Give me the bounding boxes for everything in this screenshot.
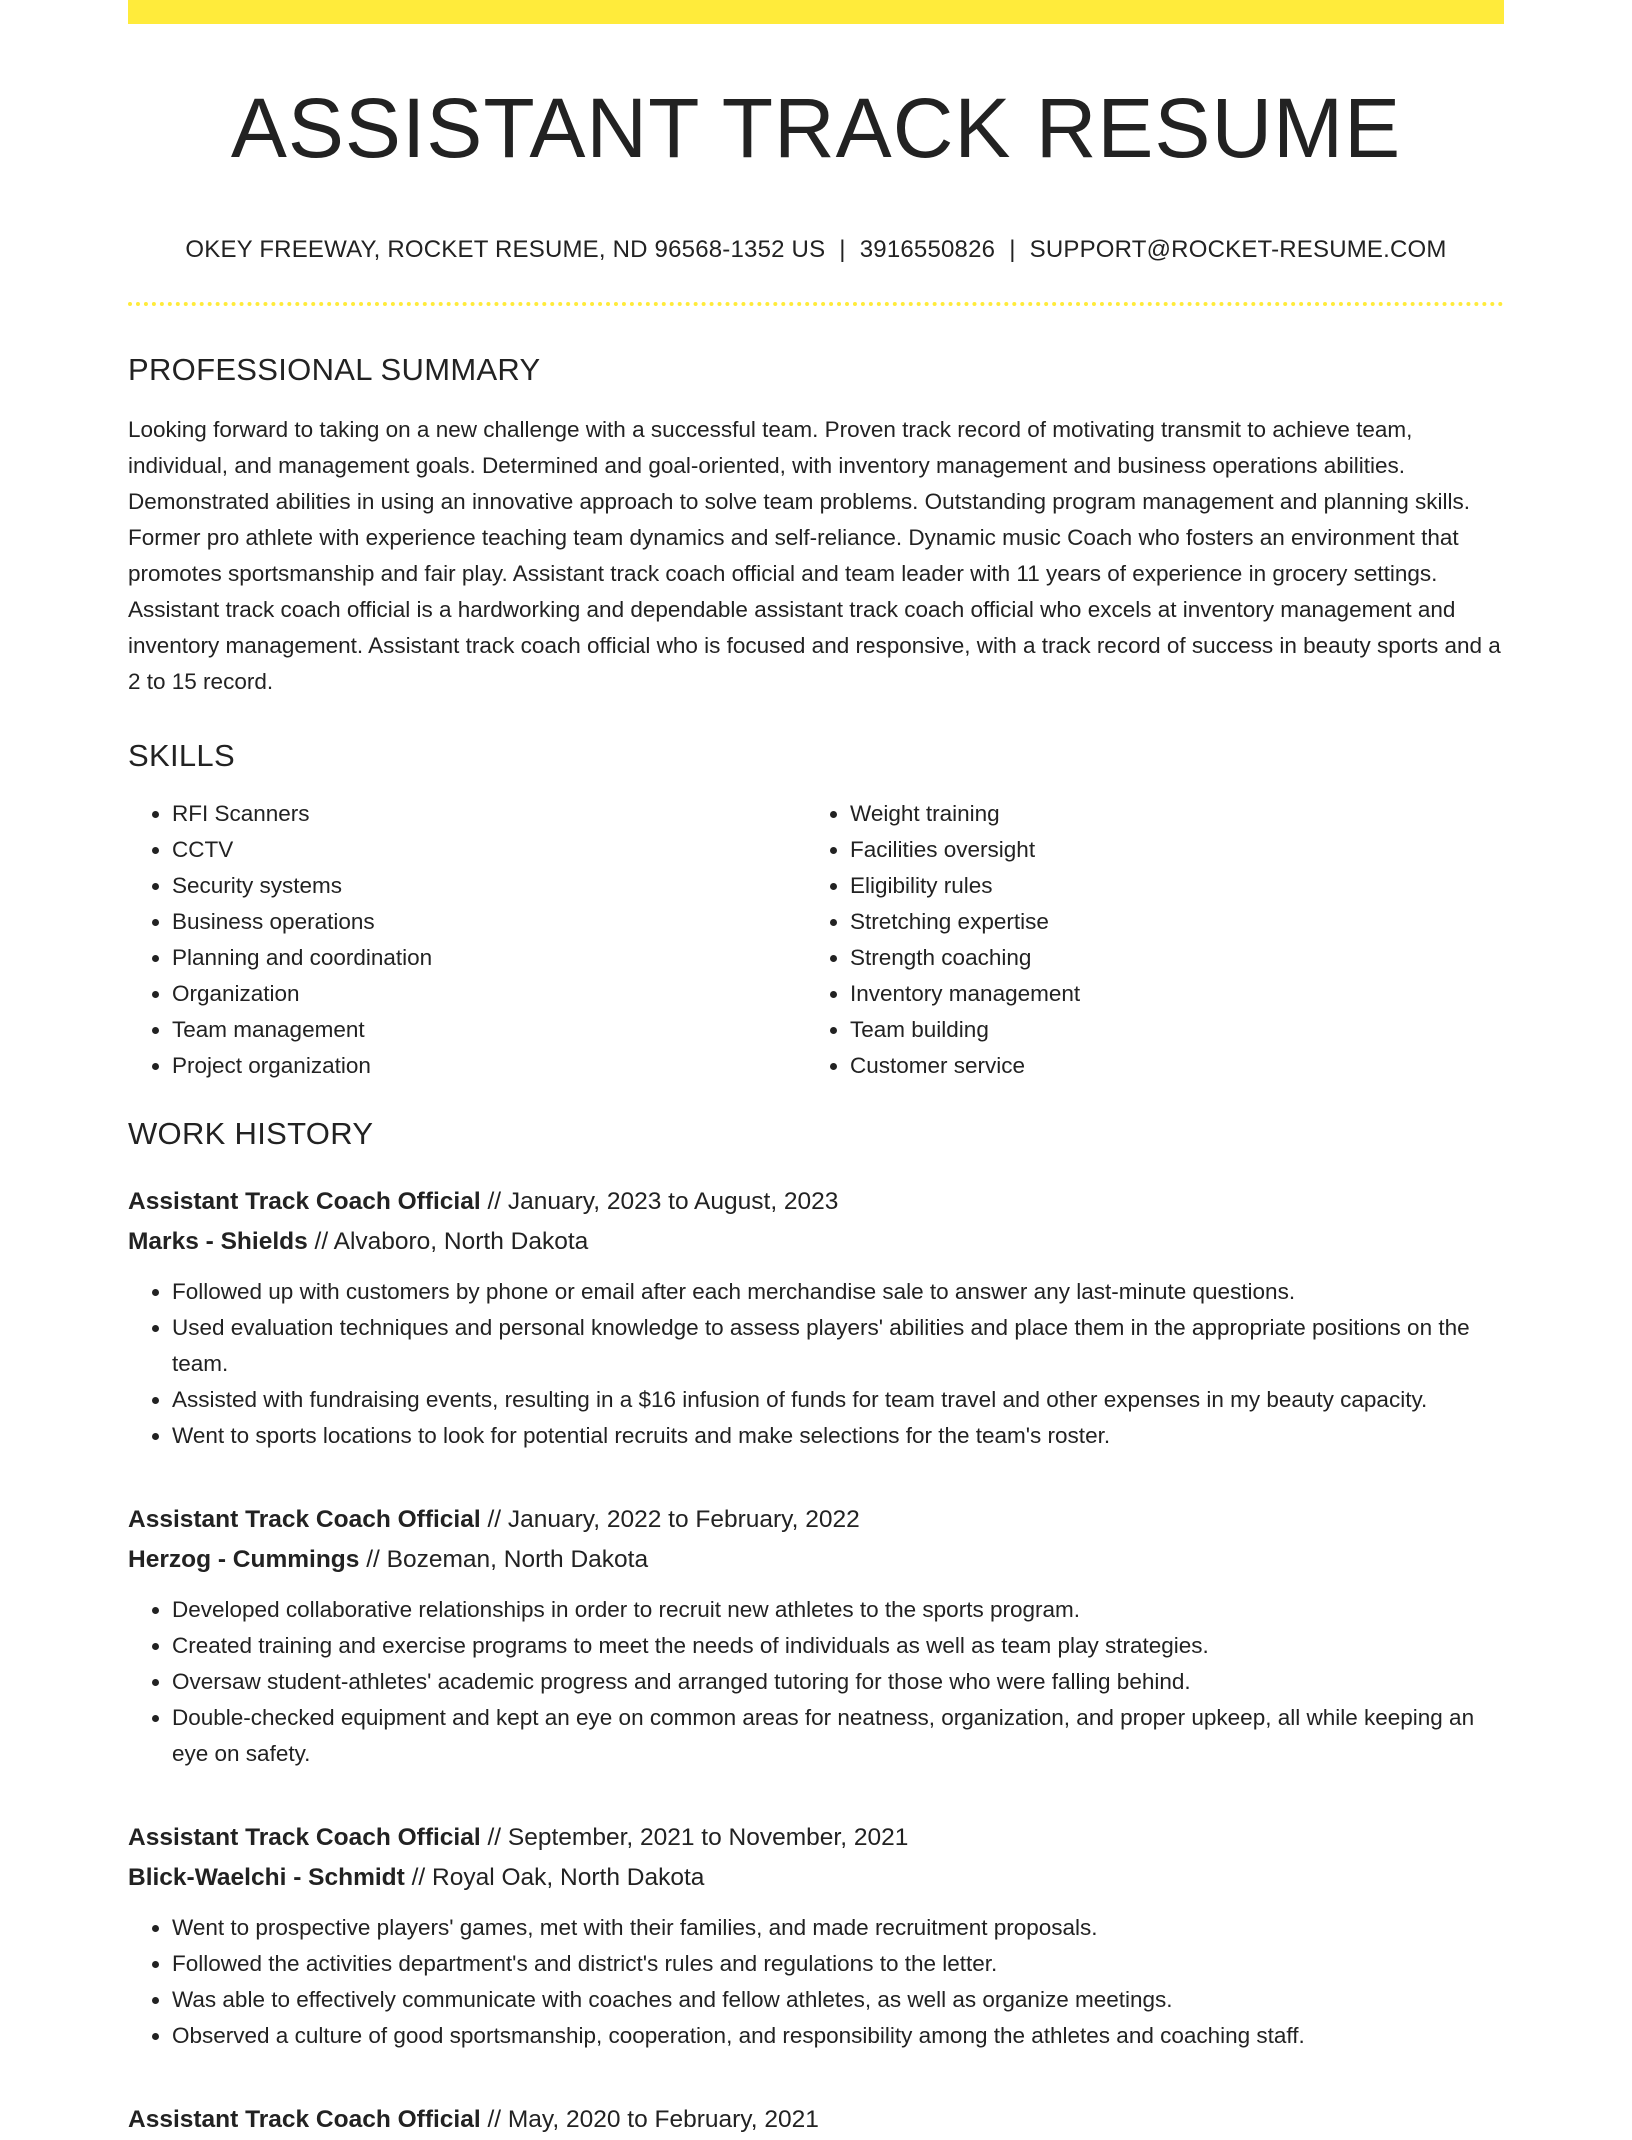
job-entry (128, 1182, 1504, 1454)
top-accent-bar (128, 0, 1504, 24)
job-title: Assistant Track Coach Official (128, 1824, 481, 1852)
job-company: Herzog - Cummings (128, 1546, 360, 1574)
job-bullet: • Created training and exercise programs to meet the needs of individuals as well as team play strategies. (172, 1628, 1504, 1664)
job-company-line (128, 1858, 1504, 1898)
job-dates: // September, 2021 to November, 2021 (487, 1824, 909, 1852)
work-history-heading: WORK HISTORY (128, 1116, 374, 1152)
address: OKEY FREEWAY, ROCKET RESUME, ND 96568-1352 US (185, 236, 826, 264)
skill-item: • Facilities oversight (850, 832, 1484, 868)
job-bullets (128, 1592, 1504, 1772)
job-title: Assistant Track Coach Official (128, 1188, 481, 1216)
job-title-line (128, 1500, 1504, 1540)
job-location: // Royal Oak, North Dakota (411, 1864, 705, 1892)
skill-item: • Inventory management (850, 976, 1484, 1012)
skill-item: • Organization (172, 976, 806, 1012)
skill-item: • Team building (850, 1012, 1484, 1048)
skill-item: • Security systems (172, 868, 806, 904)
job-bullets (128, 1910, 1504, 2054)
job-location: // Bozeman, North Dakota (366, 1546, 649, 1574)
resume-title: ASSISTANT TRACK RESUME (230, 81, 1402, 175)
skills-list (128, 796, 1504, 1084)
skills-column-left (128, 796, 806, 1084)
job-dates: // January, 2022 to February, 2022 (487, 1506, 860, 1534)
job-bullet: • Followed the activities department's and district's rules and regulations to the letter. (172, 1946, 1504, 1982)
skill-item: • Weight training (850, 796, 1484, 832)
job-title: Assistant Track Coach Official (128, 1506, 481, 1534)
skill-item: • Team management (172, 1012, 806, 1048)
dotted-divider (128, 302, 1504, 306)
contact-separator: | (1009, 236, 1016, 264)
summary-text: Looking forward to taking on a new challenge with a successful team. Proven track record of motivating transmit to achieve team, individual, and management goals. Determined and goal-oriented, with inventory management and business operations abilities. Demonstrated abilities in using an innovative approach to solve team problems. Outstanding program management and planning skills. Former pro athlete with experience teaching team dynamics and self-reliance. Dynamic music Coach who fosters an environment that promotes sportsmanship and fair play. Assistant track coach official and team leader with 11 years of experience in grocery settings. Assistant track coach official is a hardworking and dependable assistant track coach official who excels at inventory management and inventory management. Assistant track coach official who is focused and responsive, with a track record of success in beauty sports and a 2 to 15 record. (128, 417, 1501, 695)
job-title-line (128, 1818, 1504, 1858)
skill-item: • Business operations (172, 904, 806, 940)
job-bullet: • Was able to effectively communicate with coaches and fellow athletes, as well as organize meetings. (172, 1982, 1504, 2018)
skill-item: • CCTV (172, 832, 806, 868)
phone: 3916550826 (859, 236, 996, 264)
skills-heading: SKILLS (128, 738, 235, 774)
job-title-line (128, 1182, 1504, 1222)
summary-heading: PROFESSIONAL SUMMARY (128, 352, 541, 388)
skill-item: • Planning and coordination (172, 940, 806, 976)
job-dates: // May, 2020 to February, 2021 (487, 2106, 819, 2134)
job-dates: // January, 2023 to August, 2023 (487, 1188, 839, 1216)
job-company-line (128, 1540, 1504, 1580)
resume-page (128, 0, 1504, 2140)
job-company: Blick-Waelchi - Schmidt (128, 1864, 405, 1892)
contact-separator: | (839, 236, 846, 264)
email: SUPPORT@ROCKET-RESUME.COM (1029, 236, 1447, 264)
job-bullet: • Went to prospective players' games, met with their families, and made recruitment proposals. (172, 1910, 1504, 1946)
job-entry (128, 1818, 1504, 2054)
job-bullet: • Oversaw student-athletes' academic progress and arranged tutoring for those who were falling behind. (172, 1664, 1504, 1700)
skill-item: • Strength coaching (850, 940, 1484, 976)
job-title: Assistant Track Coach Official (128, 2106, 481, 2134)
job-bullet: • Developed collaborative relationships in order to recruit new athletes to the sports program. (172, 1592, 1504, 1628)
skill-item: • Project organization (172, 1048, 806, 1084)
job-bullets (128, 1274, 1504, 1454)
job-bullet: • Assisted with fundraising events, resulting in a $16 infusion of funds for team travel and other expenses in my beauty capacity. (172, 1382, 1504, 1418)
skill-item: • Customer service (850, 1048, 1484, 1084)
job-bullet: • Used evaluation techniques and personal knowledge to assess players' abilities and place them in the appropriate positions on the team. (172, 1310, 1504, 1382)
job-bullet: • Observed a culture of good sportsmanship, cooperation, and responsibility among the athletes and coaching staff. (172, 2018, 1504, 2054)
skill-item: • Stretching expertise (850, 904, 1484, 940)
job-company: Marks - Shields (128, 1228, 308, 1256)
job-bullet: • Double-checked equipment and kept an eye on common areas for neatness, organization, and proper upkeep, all while keeping an eye on safety. (172, 1700, 1504, 1772)
skill-item: • RFI Scanners (172, 796, 806, 832)
skills-column-right (806, 796, 1484, 1084)
job-entry (128, 1500, 1504, 1772)
job-bullet: • Followed up with customers by phone or email after each merchandise sale to answer any last-minute questions. (172, 1274, 1504, 1310)
job-entry (128, 2100, 1504, 2140)
job-location: // Alvaboro, North Dakota (314, 1228, 589, 1256)
job-title-line (128, 2100, 1504, 2140)
job-company-line (128, 1222, 1504, 1262)
skill-item: • Eligibility rules (850, 868, 1484, 904)
job-bullet: • Went to sports locations to look for potential recruits and make selections for the team's roster. (172, 1418, 1504, 1454)
contact-line (128, 236, 1504, 264)
